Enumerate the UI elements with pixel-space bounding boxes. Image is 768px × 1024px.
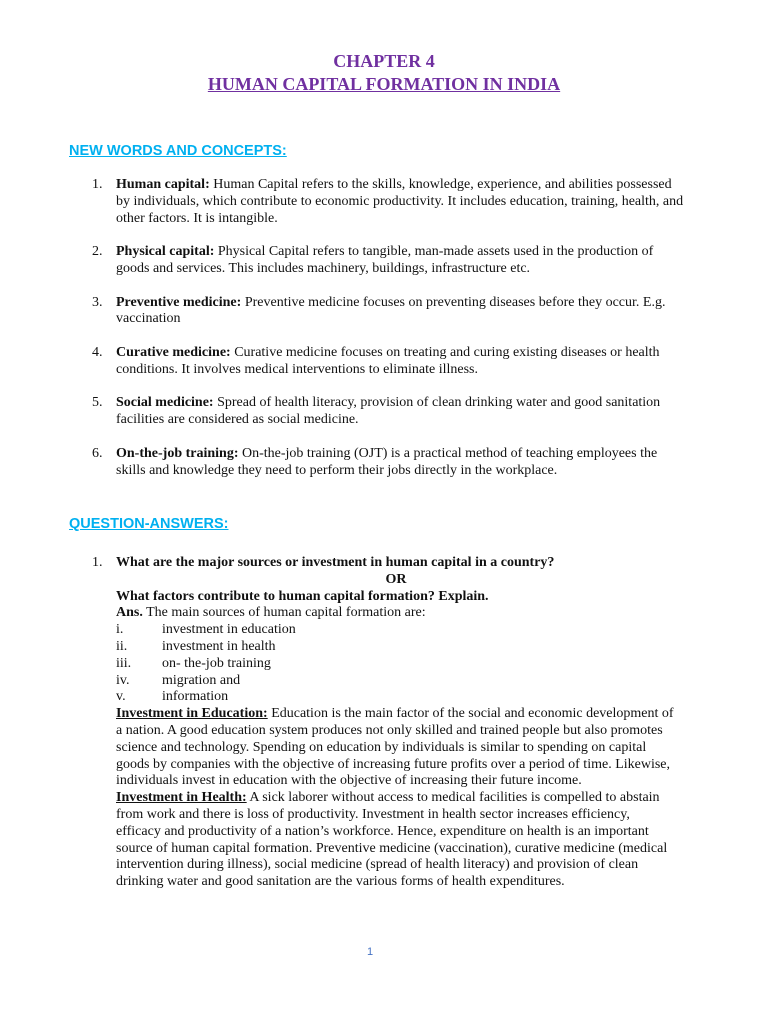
answer-label: Ans. [116,605,143,621]
chapter-title: HUMAN CAPITAL FORMATION IN INDIA [207,74,561,94]
definition-text: Spread of health literacy, provision of clean drinking water and good sanitation facilities are considered as social medicine. [116,395,661,428]
definition-item [92,177,692,227]
definition-text: Curative medicine focuses on treating and curing existing diseases or health conditions. It involves medical interventions to eliminate illness. [116,344,660,377]
source-item: v. information [116,689,229,705]
education-heading: Investment in Education: [116,706,268,722]
list-number: 2. [92,244,103,260]
health-text: A sick laborer without access to medical facilities is compelled to abstain from work and there is loss of productivity. Investment in health sector increases efficiency, efficacy and productivity of a nation’s workforce. Hence, expenditure on health is an important source of human capital formation. Preventive medicine (vaccination), curative medicine (medical intervention during illness), social medicine (spread of health literacy) and provision of clean drinking water and good sanitation are the various forms of health expenditures. [116,790,668,890]
definition-term: Human capital: [116,177,210,192]
definitions-list [92,177,692,496]
definition-text: Preventive medicine focuses on preventing diseases before they occur. E.g. vaccination [116,294,666,327]
or-separator: OR [385,571,407,587]
definition-text: Human Capital refers to the skills, knowledge, experience, and abilities possessed by individuals, which contribute to economic productivity. It includes education, training, health, and other factors. It is intangible. [116,177,684,226]
definition-term: Curative medicine: [116,344,231,360]
definition-item [92,295,692,329]
answer-intro: The main sources of human capital formation are: [142,605,426,621]
question-alt-text: What factors contribute to human capital formation? Explain. [116,588,489,604]
list-number: 4. [92,344,103,360]
definition-item [92,244,692,278]
definition-term: Physical capital: [116,244,215,260]
chapter-number: CHAPTER 4 [333,51,435,71]
education-paragraph [116,706,676,790]
page-number: 1 [366,946,374,958]
definition-term: Preventive medicine: [116,294,242,310]
section-heading-question-answers: QUESTION-ANSWERS: [69,516,229,532]
definition-item [92,345,692,379]
list-number: 5. [92,395,103,411]
education-text: Education is the main factor of the social and economic development of a nation. A good education system produces not only skilled and trained people but also promotes science and technology. Spending on education by individuals is similar to spending on capital goods by companies with the objective of increasing future profits over a period of time. Likewise, individuals invest in education with the objective of increasing their future income. [116,706,674,789]
list-number: 6. [92,445,103,461]
source-item: i. investment in education [116,622,296,638]
list-number: 3. [92,294,103,310]
definition-term: On-the-job training: [116,445,239,461]
source-item: iv. migration and [116,672,241,688]
definition-text: Physical Capital refers to tangible, man-made assets used in the production of goods and services. This includes machinery, buildings, infrastructure etc. [116,244,654,276]
source-item: ii. investment in health [116,638,276,654]
definition-item [92,395,692,429]
list-number: 1. [92,555,103,570]
list-number: 1. [92,177,103,192]
question-text: What are the major sources or investment in human capital in a country? [116,555,555,570]
section-heading-new-words: NEW WORDS AND CONCEPTS: [69,143,287,159]
definition-term: Social medicine: [116,395,214,411]
health-paragraph [116,790,676,891]
question-answer-block [92,555,692,891]
definition-item [92,446,692,480]
source-item: iii. on- the-job training [116,655,271,671]
health-heading: Investment in Health: [116,790,247,806]
definition-text: On-the-job training (OJT) is a practical method of teaching employees the skills and knowledge they need to perform their jobs directly in the workplace. [116,445,658,478]
